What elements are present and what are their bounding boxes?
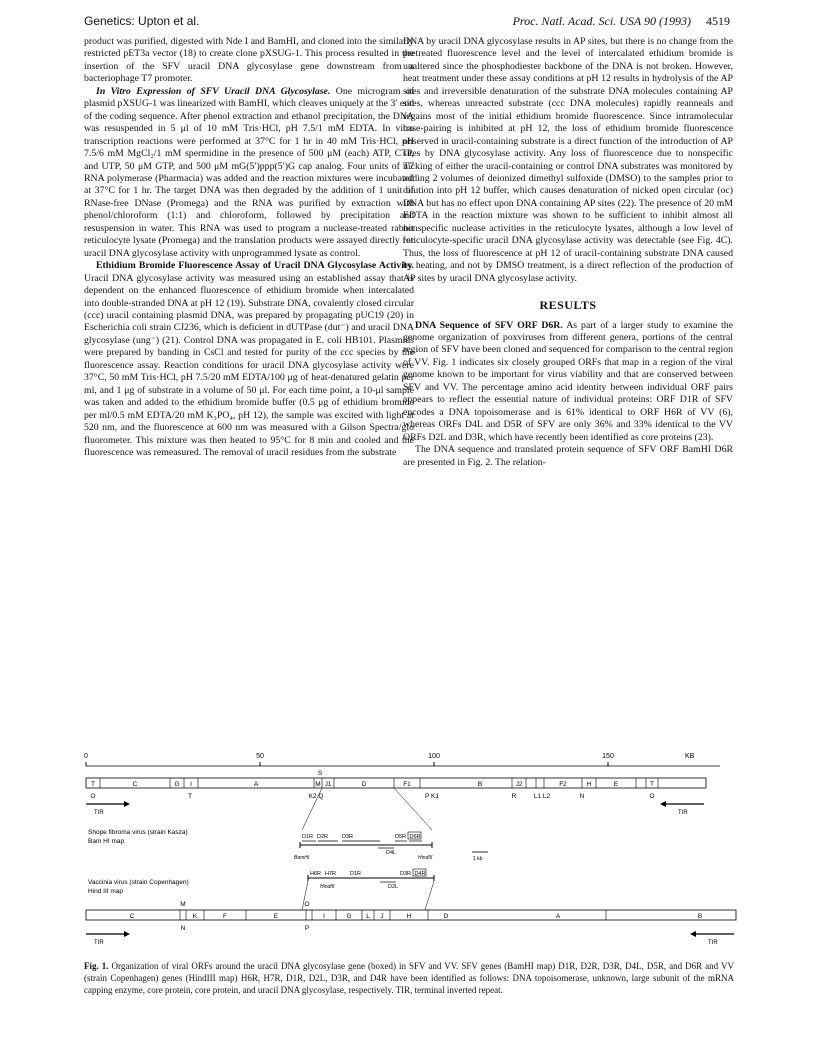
restriction-site: HindIII <box>320 884 335 890</box>
fragment-label: G <box>174 781 180 788</box>
running-header-left: Genetics: Upton et al. <box>84 14 200 28</box>
gene-label: H7R <box>325 871 337 877</box>
paragraph: Ethidium Bromide Fluorescence Assay of Uracil DNA Glycosylase Activity. Uracil DNA glycosylase activity was measured using an established assay that is dependent on the enhanced fluorescence of ethidium bromide when intercalated into double-stranded DNA at pH 12 (19). Substrate DNA, covalently closed circular (ccc) uracil containing plasmid DNA, was prepared by propagating pUC19 (20) in Escherichia coli strain CJ236, which is deficient in dUTPase (dut⁻) and uracil DNA glycosylase (ung⁻) (21). Control DNA was propagated in E. coli HB101. Plasmids were prepared by banding in CsCl and tested for purity of the ccc species by the fluorescence assay. Reaction conditions for uracil DNA glycosylase activity were 37°C, 50 mM Tris·HCl, pH 7.5/20 mM EDTA/100 μg of heat-denatured gelatin per ml, and 1 μg of substrate in a volume of 50 μl. For each time point, a 10-μl sample was taken and added to the ethidium bromide buffer (0.5 μg of ethidium bromide per ml/0.5 mM EDTA/20 mM K₃PO₄, pH 12), the sample was excited with light at 520 nm, and the fluorescence at 600 nm was measured with a Gilson Spectra/glo fluorometer. This mixture was then heated to 95°C for 8 min and cooled and the fluorescence was remeasured. The removal of uracil residues from the substrate <box>84 260 414 458</box>
fragment-label: I <box>323 913 325 920</box>
gene-label: D1R <box>350 871 362 877</box>
fragment-label: K <box>192 913 198 920</box>
sfv-label: Bam HI map <box>88 838 125 845</box>
fragment-label: B <box>477 781 483 788</box>
gene-label: D4L <box>386 850 397 856</box>
scale-unit: KB <box>685 753 695 760</box>
tir-label: TIR <box>678 810 688 816</box>
site-label: N <box>180 925 186 932</box>
vv-label: Hind III map <box>88 888 124 895</box>
gene-label: D3R <box>400 871 412 877</box>
fragment-label: A <box>253 781 259 788</box>
fragment-label: C <box>129 913 135 920</box>
gene-label: H6R <box>310 871 322 877</box>
gene-label: D1R <box>302 834 314 840</box>
tir-label: TIR <box>708 940 718 946</box>
fragment-label: E <box>613 781 619 788</box>
page-number: 4519 <box>706 14 730 28</box>
fragment-label: E <box>273 913 279 920</box>
run-in-title: In Vitro Expression of SFV Uracil DNA Glycosylase. <box>96 85 331 97</box>
gene-label: D2L <box>388 884 399 890</box>
site-label: R <box>511 793 517 800</box>
fragment-label: J <box>380 913 384 920</box>
run-in-title: DNA Sequence of SFV ORF D6R. <box>415 319 563 331</box>
site-label: P <box>304 925 310 932</box>
tir-label: TIR <box>94 940 104 946</box>
restriction-site: BamHI <box>294 855 310 861</box>
genome-map-figure <box>80 742 740 952</box>
fragment-label: J2 <box>515 782 523 788</box>
left-column <box>84 36 414 459</box>
paragraph: DNA Sequence of SFV ORF D6R. As part of a larger study to examine the genome organization of poxviruses from different genera, portions of the central region of SFV have been cloned and sequenced for comparison to the central region of VV. Fig. 1 indicates six closely grouped ORFs that map in a region of the viral genome known to be important for virus viability and that are conserved between SFV and VV. The percentage amino acid identity between individual ORF pairs appears to reflect the essential nature of individual proteins: ORF D1R of SFV encodes a DNA topoisomerase and is 61% identical to ORF H6R of VV (6), whereas ORFs D4L and D5R of SFV are only 36% and 33% identical to the VV ORFs D2L and D3R, which have recently been identified as core proteins (23). <box>403 319 733 443</box>
paragraph: The DNA sequence and translated protein sequence of SFV ORF BamHI D6R are presented in Fig. 2. The relation- <box>403 444 733 468</box>
fragment-label: I <box>190 781 192 788</box>
paragraph: DNA by uracil DNA glycosylase results in AP sites, but there is no change from the pretreated fluorescence level and the level of intercalated ethidium bromide is unaltered since the phosphodiester backbone of the DNA is not broken. However, heat treatment under these assay conditions at pH 12 results in hydrolysis of the AP sites and irreversible denaturation of the substrate DNA molecules containing AP sites, whereas unreacted substrate (ccc DNA molecules) rapidly reanneals and regains most of the initial ethidium bromide fluorescence. Since intramolecular base-pairing is inhibited at pH 12, the loss of ethidium bromide fluorescence observed in uracil-containing substrate is a direct function of the introduction of AP sites by DNA glycosylase activity. Any loss of fluorescence due to nonspecific nicking of either the uracil-containing or control DNA substrates was monitored by adding 2 volumes of deionized dimethyl sulfoxide (DMSO) to the samples prior to dilution into pH 12 buffer, which causes denaturation of nicked open circular (oc) DNA but has no effect upon DNA containing AP sites (22). The presence of 20 mM EDTA in the reaction mixture was shown to be sufficient to inhibit almost all nonspecific nuclease activities in the reticulocyte lysates, although a low level of reticulocyte-specific uracil DNA glycosylase activity was detectable (see Fig. 4C). Thus, the loss of fluorescence at pH 12 of uracil-containing substrate DNA caused by heating, and not by DMSO treatment, is a direct reflection of the production of AP sites by uracil DNA glycosylase activity. <box>403 36 733 284</box>
vv-hindiii-map <box>86 901 736 946</box>
tir-label: TIR <box>94 810 104 816</box>
fragment-label: F <box>223 913 227 920</box>
fragment-label: H <box>586 781 592 788</box>
site-label: N <box>579 793 585 800</box>
site-label: P K1 <box>425 793 439 800</box>
journal-citation: Proc. Natl. Acad. Sci. USA 90 (1993) <box>512 14 691 28</box>
sfv-gene-detail <box>294 832 488 862</box>
section-heading: RESULTS <box>539 298 597 313</box>
boxed-gene-label: D6R <box>409 834 421 840</box>
fragment-label: T <box>650 781 654 788</box>
fragment-label: T <box>91 781 95 788</box>
fragment-label: M <box>315 781 321 788</box>
fragment-label: J1 <box>324 782 332 788</box>
vv-gene-detail <box>308 869 434 890</box>
fragment-label: A <box>555 913 561 920</box>
vv-label: Vaccinia virus (strain Copenhagen) <box>88 879 189 886</box>
site-label: T <box>188 793 192 800</box>
caption-label: Fig. 1. <box>84 961 109 971</box>
site-label: O <box>649 793 655 800</box>
sfv-bamhi-map <box>86 770 706 816</box>
site-label: M <box>180 901 186 908</box>
running-header-right <box>513 14 730 29</box>
scale-tick: 0 <box>84 753 88 760</box>
run-in-title: Ethidium Bromide Fluorescence Assay of Uracil DNA Glycosylase Activity. <box>96 260 414 272</box>
site-label: O <box>90 793 96 800</box>
fragment-label: H <box>406 913 412 920</box>
fragment-label: D <box>361 781 367 788</box>
fragment-label: D <box>443 913 449 920</box>
fragment-label: F1 <box>403 781 411 788</box>
paragraph: In Vitro Expression of SFV Uracil DNA Glycosylase. One microgram of plasmid pXSUG-1 was linearized with BamHI, which cleaves uniquely at the 3′ end of the coding sequence. After phenol extraction and ethanol precipitation, the DNA was resuspended in 5 μl of 10 mM Tris·HCl, pH 7.5/1 mM EDTA. In vitro transcription reactions were performed at 37°C for 1 hr in 40 mM Tris·HCl, pH 7.5/6 mM MgCl₂/1 mM spermidine in the presence of 500 μM (each) ATP, CTP, and UTP, 50 μM GTP, and 500 μM mG(5′)ppp(5′)G cap analog. Four units of T7 RNA polymerase (Pharmacia) was added and the reaction mixtures were incubated at 37°C for 1 hr. The target DNA was then degraded by the addition of 1 unit of RNase-free DNase (Promega) and the RNA was purified by extraction with phenol/chloroform (1:1) and chloroform, followed by precipitation and resuspension in water. This RNA was used to program a nuclease-treated rabbit reticulocyte lysate (Promega) and the translation products were assayed directly for uracil DNA glycosylase activity with unprogrammed lysate as control. <box>84 85 415 259</box>
site-label: S <box>317 770 323 777</box>
restriction-site: HindIII <box>418 855 433 861</box>
site-label: O <box>304 901 310 908</box>
site-label: L1 L2 <box>533 793 551 800</box>
gene-label: D2R <box>317 834 329 840</box>
fragment-label: L <box>366 913 370 920</box>
paragraph: product was purified, digested with Nde I and BamHI, and cloned into the similarly restricted pET3a vector (18) to create clone pXSUG-1. This process resulted in the insertion of the SFV uracil DNA glycosylase gene downstream from a bacteriophage T7 promoter. <box>84 36 414 85</box>
scale-tick: 150 <box>602 753 614 760</box>
sfv-label: Shope fibroma virus (strain Kasza) <box>88 829 188 836</box>
fragment-label: G <box>346 913 352 920</box>
figure-caption: Fig. 1. Organization of viral ORFs around the uracil DNA glycosylase gene (boxed) in SFV and VV. SFV genes (BamHI map) D1R, D2R, D3R, D4L, D5R, and D6R and VV (strain Copenhagen) genes (HindIII map) H6R, H7R, D1R, D2L, D3R, and D4R have been identified as follows: DNA topoisomerase, unknown, large subunit of the mRNA capping enzyme, core protein, core protein, and uracil DNA glycosylase, respectively. TIR, terminal inverted repeat. <box>84 961 734 995</box>
kb-scale <box>84 753 720 766</box>
gene-label: D5R <box>395 834 407 840</box>
gene-label: D3R <box>342 834 354 840</box>
fragment-label: B <box>697 913 703 920</box>
scale-tick: 100 <box>428 753 440 760</box>
fragment-label: C <box>132 781 138 788</box>
right-column <box>403 36 733 469</box>
site-label: K2 Q <box>308 793 324 800</box>
scale-tick: 50 <box>256 753 264 760</box>
fragment-label: F2 <box>559 781 567 788</box>
scale-bar-label: 1 kb <box>473 856 483 862</box>
boxed-gene-label: D4R <box>414 871 426 877</box>
